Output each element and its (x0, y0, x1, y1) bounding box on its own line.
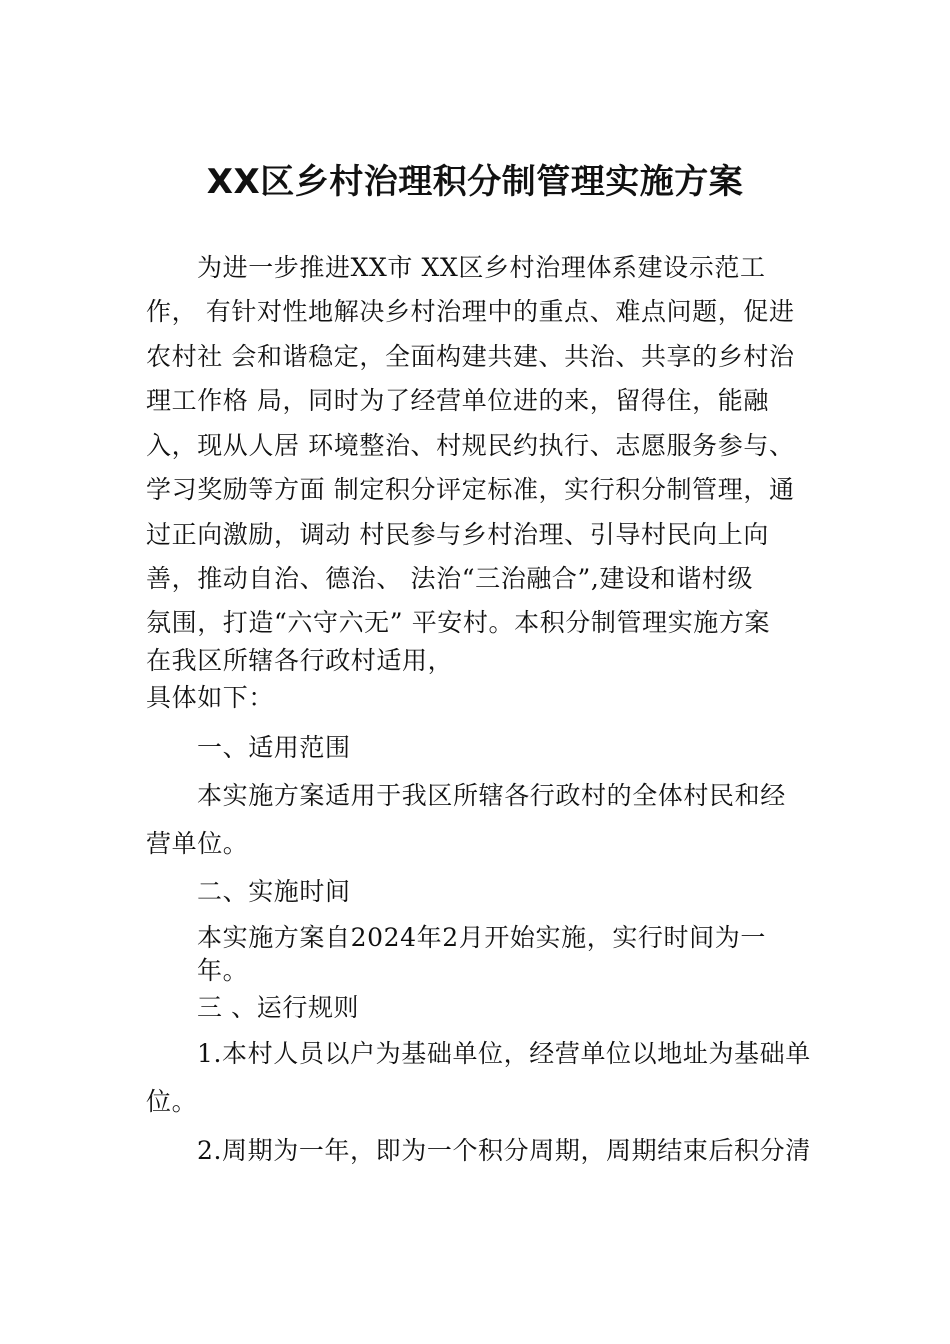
intro-line-3: 农村社 会和谐稳定，全面构建共建、共治、共享的乡村治 (146, 342, 795, 371)
intro-line-10: 在我区所辖各行政村适用， (146, 646, 454, 675)
section-heading: 二、实施时间 (197, 877, 351, 906)
section-line: 年。 (197, 956, 249, 985)
section-heading: 三 、运行规则 (197, 993, 360, 1022)
intro-line-11: 具体如下： (146, 683, 275, 712)
rule-item-2-line: 2.周期为一年，即为一个积分周期，周期结束后积分清 (197, 1136, 811, 1165)
intro-line-7: 过正向激励，调动 村民参与乡村治理、引导村民向上向 (146, 520, 769, 549)
document-title: XX区乡村治理积分制管理实施方案 (206, 162, 744, 202)
intro-line-8: 善，推动自治、德治、 法治“三治融合”,建设和谐村级 (146, 564, 754, 593)
section-line: 营单位。 (146, 829, 249, 858)
intro-line-9: 氛围，打造“六守六无” 平安村。本积分制管理实施方案 (146, 608, 771, 637)
section-line: 本实施方案自2024年2月开始实施，实行时间为一 (197, 923, 766, 952)
intro-line-5: 入，现从人居 环境整治、村规民约执行、志愿服务参与、 (146, 431, 795, 460)
intro-line-1: 为进一步推进XX市 XX区乡村治理体系建设示范工 (197, 253, 766, 282)
intro-line-2: 作， 有针对性地解决乡村治理中的重点、难点问题，促进 (146, 297, 795, 326)
rule-item-1-line: 位。 (146, 1087, 198, 1116)
intro-line-4: 理工作格 局，同时为了经营单位进的来，留得住，能融 (146, 386, 769, 415)
rule-item-1-line: 1.本村人员以户为基础单位，经营单位以地址为基础单 (197, 1039, 811, 1068)
intro-line-6: 学习奖励等方面 制定积分评定标准，实行积分制管理，通 (146, 475, 795, 504)
section-heading: 一、适用范围 (197, 733, 351, 762)
section-line: 本实施方案适用于我区所辖各行政村的全体村民和经 (197, 781, 786, 810)
